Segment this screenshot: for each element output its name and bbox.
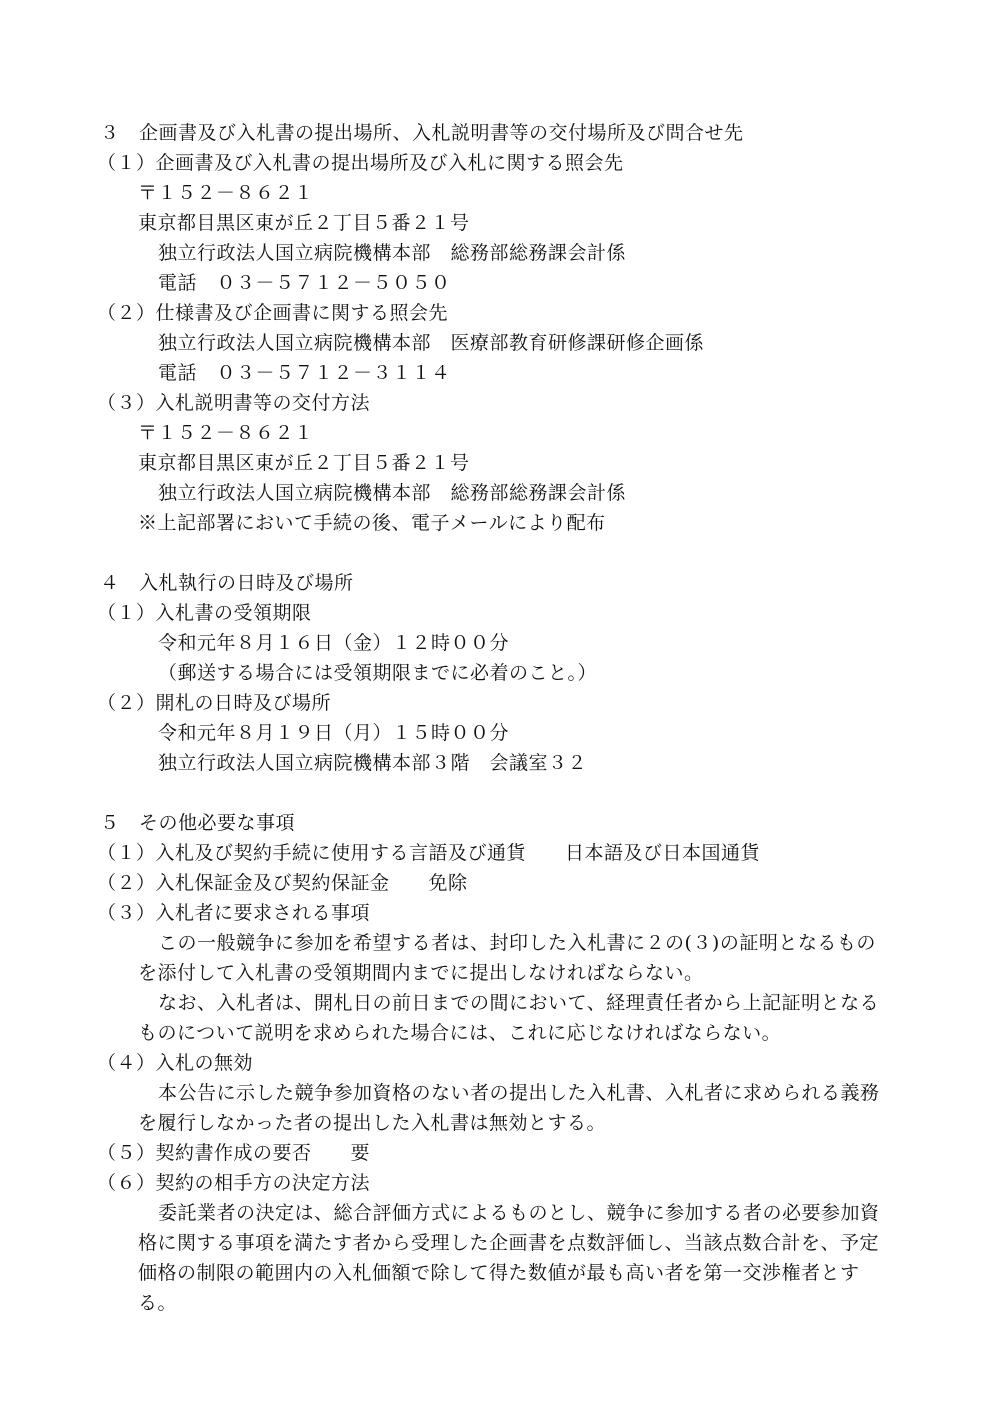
section5-item4-label: （４）入札の無効: [97, 1052, 254, 1074]
section5-item4-line1: 本公告に示した競争参加資格のない者の提出した入札書、入札者に求められる義務: [158, 1082, 880, 1104]
section3-item1-org: 独立行政法人国立病院機構本部 総務部総務課会計係: [158, 242, 627, 264]
section3-heading: ３ 企画書及び入札書の提出場所、入札説明書等の交付場所及び問合せ先: [100, 122, 744, 144]
section5-item1: （１）入札及び契約手続に使用する言語及び通貨 日本語及び日本国通貨: [97, 842, 761, 864]
section3-item3-address: 東京都目黒区東が丘２丁目５番２１号: [138, 452, 470, 474]
section5-item3-label: （３）入札者に要求される事項: [97, 902, 371, 924]
section5-heading: ５ その他必要な事項: [100, 812, 296, 834]
section5-item4-line2: を履行しなかった者の提出した入札書は無効とする。: [138, 1112, 607, 1134]
section5-item6-line3: 価格の制限の範囲内の入札価額で除して得た数値が最も高い者を第一交渉権者とす: [138, 1262, 860, 1284]
section3-item3-label: （３）入札説明書等の交付方法: [97, 392, 371, 414]
section5-item5: （５）契約書作成の要否 要: [97, 1142, 371, 1164]
section4-heading: ４ 入札執行の日時及び場所: [100, 572, 354, 594]
section3-item1-postal: 〒１５２－８６２１: [138, 182, 314, 204]
section5-item3-p2-line2: ものについて説明を求められた場合には、これに応じなければならない。: [138, 1022, 782, 1044]
section4-item1-label: （１）入札書の受領期限: [97, 602, 312, 624]
section5-item3-p1-line2: を添付して入札書の受領期間内までに提出しなければならない。: [138, 962, 704, 984]
section3-item3-org: 独立行政法人国立病院機構本部 総務部総務課会計係: [158, 482, 627, 504]
section3-item2-label: （２）仕様書及び企画書に関する照会先: [97, 302, 449, 324]
section3-item1-label: （１）企画書及び入札書の提出場所及び入札に関する照会先: [97, 152, 624, 174]
section5-item2: （２）入札保証金及び契約保証金 免除: [97, 872, 468, 894]
section4-item2-datetime: 令和元年８月１９日（月）１５時００分: [158, 722, 510, 744]
section3-item2-org: 独立行政法人国立病院機構本部 医療部教育研修課研修企画係: [158, 332, 705, 354]
section3-item3-postal: 〒１５２－８６２１: [138, 422, 314, 444]
section5-item3-p1-line1: この一般競争に参加を希望する者は、封印した入札書に２の(３)の証明となるもの: [158, 932, 876, 954]
section3-item1-address: 東京都目黒区東が丘２丁目５番２１号: [138, 212, 470, 234]
section3-item2-phone: 電話 ０３－５７１２－３１１４: [158, 362, 451, 384]
section5-item6-line2: 格に関する事項を満たす者から受理した企画書を点数評価し、当該点数合計を、予定: [138, 1232, 880, 1254]
section4-item2-label: （２）開札の日時及び場所: [97, 692, 332, 714]
section4-item1-datetime: 令和元年８月１６日（金）１２時００分: [158, 632, 510, 654]
section5-item6-label: （６）契約の相手方の決定方法: [97, 1172, 371, 1194]
section5-item6-line1: 委託業者の決定は、総合評価方式によるものとし、競争に参加する者の必要参加資: [158, 1202, 880, 1224]
section3-item1-phone: 電話 ０３－５７１２－５０５０: [158, 272, 451, 294]
section4-item1-note: （郵送する場合には受領期限までに必着のこと。）: [158, 662, 598, 684]
section4-item2-place: 独立行政法人国立病院機構本部３階 会議室３２: [158, 752, 588, 774]
section5-item3-p2-line1: なお、入札者は、開札日の前日までの間において、経理責任者から上記証明となる: [158, 992, 880, 1014]
section5-item6-line4: る。: [138, 1292, 178, 1314]
section3-item3-note: ※上記部署において手続の後、電子メールにより配布: [138, 512, 606, 534]
